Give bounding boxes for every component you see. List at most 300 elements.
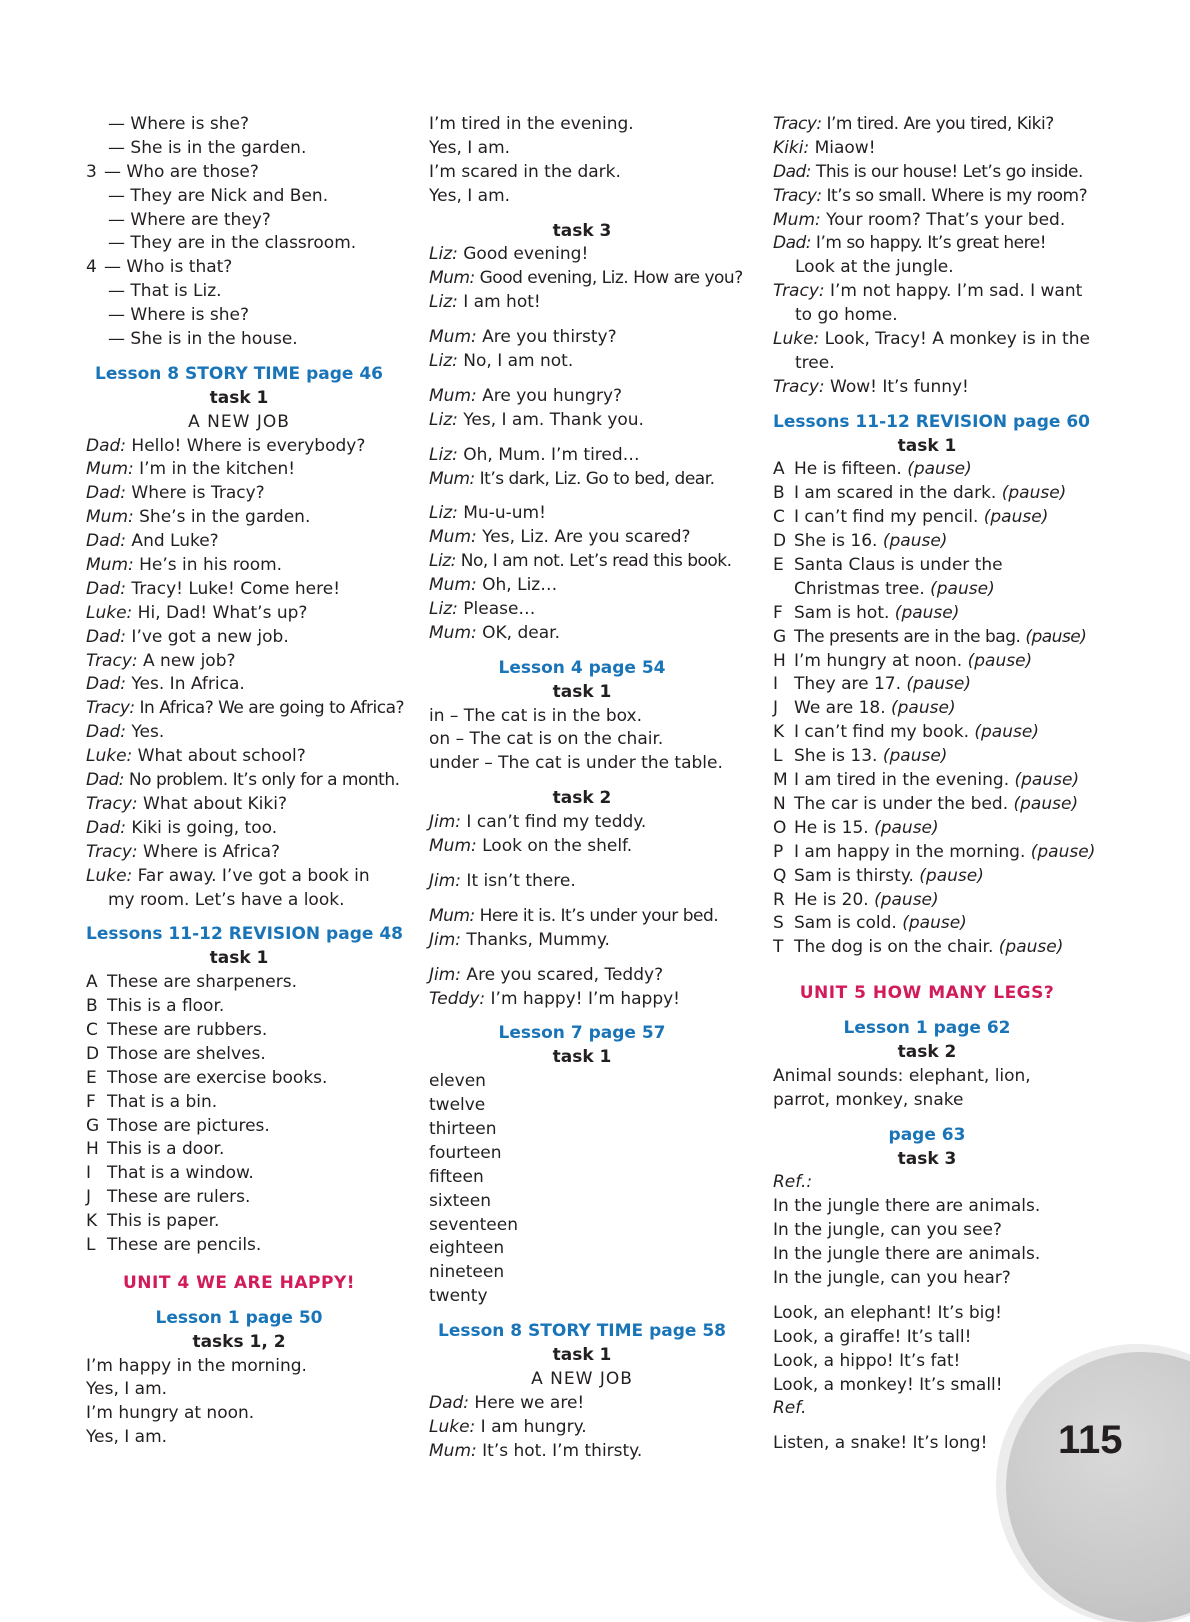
dialogue-line: — They are in the classroom. (108, 233, 357, 254)
speaker-name: Liz: (429, 444, 458, 465)
dialogue-line (429, 929, 735, 953)
speech-text: Here we are! (469, 1392, 585, 1413)
dialogue-line (429, 598, 735, 622)
number-word: thirteen (429, 1118, 497, 1139)
song-lines (773, 1302, 1081, 1398)
item-letter: R (773, 889, 785, 910)
pause-note: (pause) (1025, 841, 1096, 862)
number-word: sixteen (429, 1190, 491, 1211)
dialogue-line: — She is in the garden. (108, 137, 307, 158)
item-letter: L (86, 1234, 96, 1255)
speaker-name: Jim: (429, 964, 462, 985)
song-line: I’m scared in the dark. (429, 161, 621, 182)
lesson-heading: Lesson 8 STORY TIME page 46 (94, 363, 383, 384)
answer-item (773, 745, 1081, 769)
speaker-name: Liz: (429, 244, 458, 265)
lesson-heading: Lesson 7 page 57 (498, 1023, 666, 1044)
column-2 (429, 113, 743, 1463)
speech-text: I’m happy! I’m happy! (485, 988, 680, 1009)
item-letter: P (773, 841, 784, 862)
item-letter: Q (773, 865, 787, 886)
speech-text: No, I am not. Let’s read this book. (455, 551, 732, 572)
number-word: fifteen (429, 1166, 484, 1187)
dialogue-group (429, 243, 743, 315)
speaker-name: Tracy: (773, 114, 822, 134)
item-text: He is 15. (794, 817, 869, 838)
speaker-name: Dad: (429, 1392, 470, 1413)
song-line: In the jungle there are animals. (773, 1244, 1041, 1265)
speech-text: A new job? (137, 650, 236, 671)
speaker-name: Mum: (429, 385, 477, 406)
speech-text: It isn’t there. (461, 870, 576, 891)
item-text: These are pencils. (107, 1234, 262, 1255)
dialogue-line (86, 793, 392, 817)
lesson-heading: Lesson 4 page 54 (498, 657, 666, 678)
speaker-name: Mum: (773, 209, 821, 230)
answer-item (86, 1091, 392, 1115)
number-word: twenty (429, 1286, 488, 1307)
pause-note: (pause) (968, 722, 1039, 743)
answer-item (773, 936, 1081, 960)
lesson-heading: Lessons 11-12 REVISION page 48 (86, 924, 403, 945)
song-line: In the jungle, can you hear? (773, 1267, 1011, 1288)
speaker-name: Kiki: (773, 137, 810, 158)
item-text: Sam is hot. (794, 602, 890, 623)
lesson-heading: Lesson 8 STORY TIME page 58 (437, 1321, 726, 1342)
speech-text: I’m tired. Are you tired, Kiki? (821, 114, 1054, 134)
answer-item (773, 602, 1081, 626)
task-label: task 1 (552, 1344, 612, 1365)
item-text: She is 16. (794, 531, 878, 552)
speaker-name: Dad: (86, 578, 127, 599)
refrain-label: Ref.: (773, 1172, 813, 1193)
item-text: I am tired in the evening. (794, 770, 1010, 791)
speaker-name: Mum: (429, 327, 477, 348)
speech-text: Good evening, Liz. How are you? (474, 268, 743, 289)
column-1 (86, 113, 405, 1450)
item-letter: K (86, 1211, 98, 1232)
number-word: eleven (429, 1071, 486, 1092)
pause-note: (pause) (924, 578, 995, 599)
dialogue-line (86, 769, 400, 793)
pause-note: (pause) (1020, 626, 1087, 647)
pause-note: (pause) (896, 913, 967, 934)
item-letter: C (86, 1019, 98, 1040)
item-text: We are 18. (794, 698, 886, 719)
item-letter: M (773, 770, 788, 791)
dialogue-line (86, 554, 392, 578)
dialogue-group (429, 870, 735, 894)
song-line: In the jungle, can you see? (773, 1220, 1002, 1241)
dialogue-line (429, 326, 735, 350)
speaker-name: Luke: (86, 602, 133, 623)
speaker-name: Liz: (429, 599, 458, 620)
speech-text: It’s hot. I’m thirsty. (476, 1440, 643, 1461)
item-letter: K (773, 722, 785, 743)
speaker-name: Dad: (86, 531, 127, 552)
item-number: 3 (86, 161, 97, 182)
speech-text: Are you scared, Teddy? (461, 964, 664, 985)
speech-text: Oh, Liz… (476, 575, 558, 596)
dialogue-continuation: tree. (795, 352, 835, 373)
item-letter: D (773, 531, 787, 552)
item-number: 4 (86, 257, 97, 278)
story-title: A NEW JOB (188, 411, 290, 432)
item-text: These are sharpeners. (107, 972, 298, 993)
speech-text: He’s in his room. (133, 555, 283, 576)
speaker-name: Jim: (429, 870, 462, 891)
speech-text: And Luke? (126, 531, 219, 552)
speaker-name: Jim: (429, 929, 462, 950)
dialogue-group (773, 113, 1088, 256)
speech-text: I am hot! (457, 292, 541, 313)
speaker-name: Tracy: (86, 698, 135, 719)
answer-item (773, 530, 1081, 554)
speaker-name: Luke: (429, 1416, 476, 1437)
speaker-name: Luke: (86, 746, 133, 767)
dialogue-continuation: my room. Let’s have a look. (108, 889, 345, 910)
speech-text: I’m so happy. It’s great here! (811, 233, 1047, 254)
answer-item (86, 1234, 392, 1258)
song-lines (429, 113, 735, 209)
speech-text: This is our house! Let’s go inside. (811, 161, 1083, 182)
speech-text: Hi, Dad! What’s up? (132, 602, 308, 623)
pause-note: (pause) (1009, 770, 1080, 791)
number-word: eighteen (429, 1238, 505, 1259)
pause-note: (pause) (962, 650, 1033, 671)
text-line: Animal sounds: elephant, lion, (773, 1065, 1031, 1086)
answer-item (773, 554, 1081, 578)
speaker-name: Tracy: (86, 650, 138, 671)
dialogue-line (429, 988, 735, 1012)
speaker-name: Teddy: (429, 988, 486, 1009)
item-text: She is 13. (794, 746, 878, 767)
dialogue-group (429, 811, 735, 859)
item-letter: H (86, 1139, 99, 1160)
dialogue-line (86, 626, 392, 650)
pause-note: (pause) (901, 674, 971, 695)
dialogue-line (429, 1392, 735, 1416)
task-label: task 1 (552, 1047, 612, 1068)
dialogue-line (429, 502, 735, 526)
answer-item (773, 721, 1081, 745)
dialogue-line: — They are Nick and Ben. (108, 185, 329, 206)
dialogue-line (429, 964, 735, 988)
dialogue-continuation: to go home. (795, 305, 898, 326)
speaker-name: Mum: (429, 905, 475, 926)
answer-item (86, 995, 392, 1019)
speech-text: Hello! Where is everybody? (126, 435, 366, 456)
song-line: Look, a monkey! It’s small! (773, 1374, 1003, 1395)
song-line: Look, a giraffe! It’s tall! (773, 1326, 972, 1347)
speech-text: Kiki is going, too. (126, 817, 278, 838)
item-letter: F (773, 602, 783, 623)
dialogue-line (429, 905, 735, 929)
dialogue-line (86, 865, 392, 889)
item-text: Those are shelves. (107, 1043, 266, 1064)
speech-text: Mu-u-um! (457, 503, 546, 524)
answer-list (773, 458, 1096, 960)
dialogue-line (86, 721, 392, 745)
item-letter: B (773, 483, 785, 504)
speaker-name: Mum: (429, 468, 475, 489)
speech-text: Yes, Liz. Are you scared? (476, 527, 691, 548)
answer-item (86, 1115, 392, 1139)
answer-item (773, 673, 1081, 697)
unit-heading: UNIT 4 WE ARE HAPPY! (122, 1272, 356, 1293)
preposition-line: on – The cat is on the chair. (429, 729, 664, 750)
item-text: Christmas tree. (794, 578, 925, 599)
answer-item (86, 1019, 392, 1043)
pause-note: (pause) (993, 937, 1064, 958)
speaker-name: Dad: (86, 770, 125, 791)
item-text: I can’t find my book. (794, 722, 969, 743)
item-letter: T (773, 937, 784, 958)
item-text: He is 20. (794, 889, 869, 910)
speaker-name: Mum: (86, 507, 134, 528)
answer-item (773, 506, 1081, 530)
preposition-lines (429, 705, 735, 777)
dialogue-line (773, 137, 1081, 161)
dialogue-line (773, 161, 1081, 185)
speaker-name: Dad: (86, 674, 127, 695)
speaker-name: Dad: (86, 483, 127, 504)
speech-text: It’s so small. Where is my room? (821, 185, 1088, 206)
item-text: I’m hungry at noon. (794, 650, 963, 671)
dialogue-line: — That is Liz. (108, 281, 222, 302)
dialogue-continuation: Look at the jungle. (795, 257, 954, 278)
dialogue-line (429, 622, 735, 646)
song-lines (773, 1195, 1081, 1291)
answer-item (86, 1138, 392, 1162)
speaker-name: Mum: (429, 575, 477, 596)
pause-note: (pause) (1008, 793, 1079, 814)
dialogue-group (429, 905, 735, 953)
dialogue-line (86, 697, 405, 721)
item-text: These are rulers. (107, 1187, 251, 1208)
speech-text: Good evening! (457, 244, 589, 265)
item-text: He is fifteen. (794, 459, 902, 480)
dialogue-line: — Where is she? (108, 305, 250, 326)
item-text: This is a door. (107, 1139, 225, 1160)
dialogue-line (429, 267, 743, 291)
refrain-label: Ref. (773, 1398, 807, 1419)
answer-item (86, 1162, 392, 1186)
item-letter: I (86, 1163, 92, 1184)
speech-text: No problem. It’s only for a month. (124, 770, 400, 791)
speaker-name: Tracy: (773, 185, 822, 206)
answer-item (86, 971, 392, 995)
dialogue-line (86, 650, 392, 674)
page-number: 115 (1058, 1418, 1123, 1462)
speaker-name: Luke: (773, 329, 820, 350)
speech-text: Your room? That’s your bed. (820, 209, 1066, 230)
dialogue-line (86, 578, 392, 602)
item-text: The dog is on the chair. (794, 937, 994, 958)
item-letter: A (86, 972, 98, 993)
speaker-name: Mum: (429, 622, 477, 643)
answer-item (773, 817, 1081, 841)
item-letter: G (86, 1115, 100, 1136)
dialogue-line (86, 458, 392, 482)
song-line: Yes, I am. (86, 1379, 168, 1400)
speaker-name: Mum: (86, 555, 134, 576)
answer-item (773, 769, 1081, 793)
item-letter: F (86, 1091, 96, 1112)
dialogue-line: Tracy: Wow! It’s funny! (773, 376, 969, 397)
answer-item (773, 841, 1096, 865)
speech-text: What about Kiki? (137, 793, 287, 814)
speech-text: It’s dark, Liz. Go to bed, dear. (474, 468, 715, 489)
item-text: Santa Claus is under the (794, 555, 1003, 576)
answer-item (773, 650, 1081, 674)
preposition-line: in – The cat is in the box. (429, 705, 642, 726)
dialogue-line (773, 113, 1081, 137)
item-text: These are rubbers. (107, 1019, 268, 1040)
song-line: I’m happy in the morning. (86, 1355, 307, 1376)
speech-text: What about school? (132, 746, 306, 767)
task-label: task 1 (897, 435, 957, 456)
dialogue-line (429, 291, 735, 315)
story-dialogue (86, 435, 405, 889)
dialogue-line (429, 409, 735, 433)
dialogue-line (429, 870, 735, 894)
lesson-heading: Lessons 11-12 REVISION page 60 (773, 411, 1090, 432)
task-label: task 1 (209, 387, 269, 408)
song-line: Yes, I am. (429, 137, 511, 158)
dialogue-line (429, 526, 735, 550)
item-text: That is a bin. (107, 1091, 218, 1112)
task-label: task 1 (209, 948, 269, 969)
dialogue-line (773, 232, 1081, 256)
speaker-name: Dad: (86, 435, 127, 456)
number-word: twelve (429, 1095, 486, 1116)
dialogue-line (429, 350, 735, 374)
unit-heading: UNIT 5 HOW MANY LEGS? (799, 983, 1055, 1004)
song-line: I’m tired in the evening. (429, 114, 634, 134)
dialogue-line (429, 811, 735, 835)
speaker-name: Dad: (773, 233, 812, 254)
answer-item (773, 889, 1081, 913)
dialogue-line: — She is in the house. (108, 329, 298, 350)
speaker-name: Mum: (429, 836, 477, 857)
pause-note: (pause) (913, 865, 984, 886)
dialogue-line: Tracy: I’m not happy. I’m sad. I want (773, 281, 1083, 302)
speaker-name: Mum: (429, 268, 475, 289)
dialogue-line (86, 817, 392, 841)
lesson-heading: Lesson 1 page 62 (843, 1018, 1011, 1039)
dialogue-line (429, 385, 735, 409)
dialogue-line (429, 1440, 735, 1464)
song-line: Listen, a snake! It’s long! (773, 1433, 988, 1454)
song-line: Yes, I am. (86, 1427, 168, 1448)
song-line: Look, an elephant! It’s big! (773, 1302, 1002, 1323)
speaker-name: Dad: (86, 722, 127, 743)
task-label: task 3 (552, 220, 612, 241)
speaker-name: Tracy: (773, 376, 825, 397)
speech-text: OK, dear. (476, 622, 560, 643)
item-letter: C (773, 507, 785, 528)
dialogue-line (773, 209, 1081, 233)
speaker-name: Dad: (773, 161, 812, 182)
dialogue-line (429, 574, 735, 598)
dialogue-line (429, 243, 735, 267)
dialogue-line (429, 835, 735, 859)
pause-note: (pause) (877, 746, 948, 767)
song-line: Look, a hippo! It’s fat! (773, 1350, 961, 1371)
speech-text: Are you thirsty? (476, 327, 617, 348)
dialogue-line: 4 — Who is that? (86, 256, 392, 280)
dialogue-group (429, 385, 735, 433)
dialogue-line: — Where are they? (108, 209, 271, 230)
dialogue-line (86, 482, 392, 506)
pause-note: (pause) (978, 507, 1049, 528)
speech-text: I can’t find my teddy. (461, 812, 647, 833)
answer-item (773, 626, 1087, 650)
item-letter: J (86, 1187, 92, 1208)
dialogue-line (86, 530, 392, 554)
speaker-name: Tracy: (773, 281, 825, 302)
dialogue-line (429, 1416, 735, 1440)
task-label: task 2 (552, 788, 612, 809)
answer-item (773, 793, 1081, 817)
dialogue-line (86, 435, 392, 459)
dialogue-line (86, 673, 392, 697)
speaker-name: Mum: (429, 1440, 477, 1461)
speech-text: Here it is. It’s under your bed. (474, 905, 719, 926)
pause-note: (pause) (877, 531, 948, 552)
answer-item (86, 1186, 392, 1210)
answer-item (773, 578, 1081, 602)
item-letter: I (773, 674, 779, 695)
number-word: nineteen (429, 1262, 505, 1283)
dialogue-line (86, 841, 392, 865)
task-label: tasks 1, 2 (192, 1331, 286, 1352)
lesson-heading: page 63 (888, 1124, 966, 1145)
item-letter: S (773, 913, 784, 934)
speech-text: Are you hungry? (476, 385, 623, 406)
task-label: task 2 (897, 1041, 957, 1062)
answer-item (773, 482, 1081, 506)
speaker-name: Dad: (86, 817, 127, 838)
item-text: They are 17. (794, 674, 902, 695)
answer-item (773, 865, 1081, 889)
item-text: I am scared in the dark. (794, 483, 997, 504)
dialogue-group (429, 326, 735, 374)
speech-text: Where is Tracy? (126, 483, 265, 504)
speech-text: I’m in the kitchen! (133, 459, 296, 480)
speech-text: Tracy! Luke! Come here! (126, 578, 341, 599)
song-lines (86, 1355, 392, 1451)
pause-note: (pause) (996, 483, 1067, 504)
speech-text: Please… (457, 599, 536, 620)
speaker-name: Luke: (86, 865, 133, 886)
item-letter: B (86, 996, 98, 1017)
song-line: I’m hungry at noon. (86, 1403, 255, 1424)
preposition-line: under – The cat is under the table. (429, 753, 723, 774)
speech-text: Miaow! (809, 137, 876, 158)
dialogue-line (429, 444, 735, 468)
speaker-name: Mum: (429, 527, 477, 548)
item-letter: G (773, 626, 786, 647)
speaker-name: Liz: (429, 351, 458, 372)
item-text: Sam is thirsty. (794, 865, 914, 886)
dialogue-line (86, 602, 392, 626)
answer-item (773, 912, 1081, 936)
dialogue-line: 3 — Who are those? (86, 161, 392, 185)
dialogue-line: Luke: Look, Tracy! A monkey is in the (773, 329, 1090, 350)
speech-text: No, I am not. (457, 351, 574, 372)
